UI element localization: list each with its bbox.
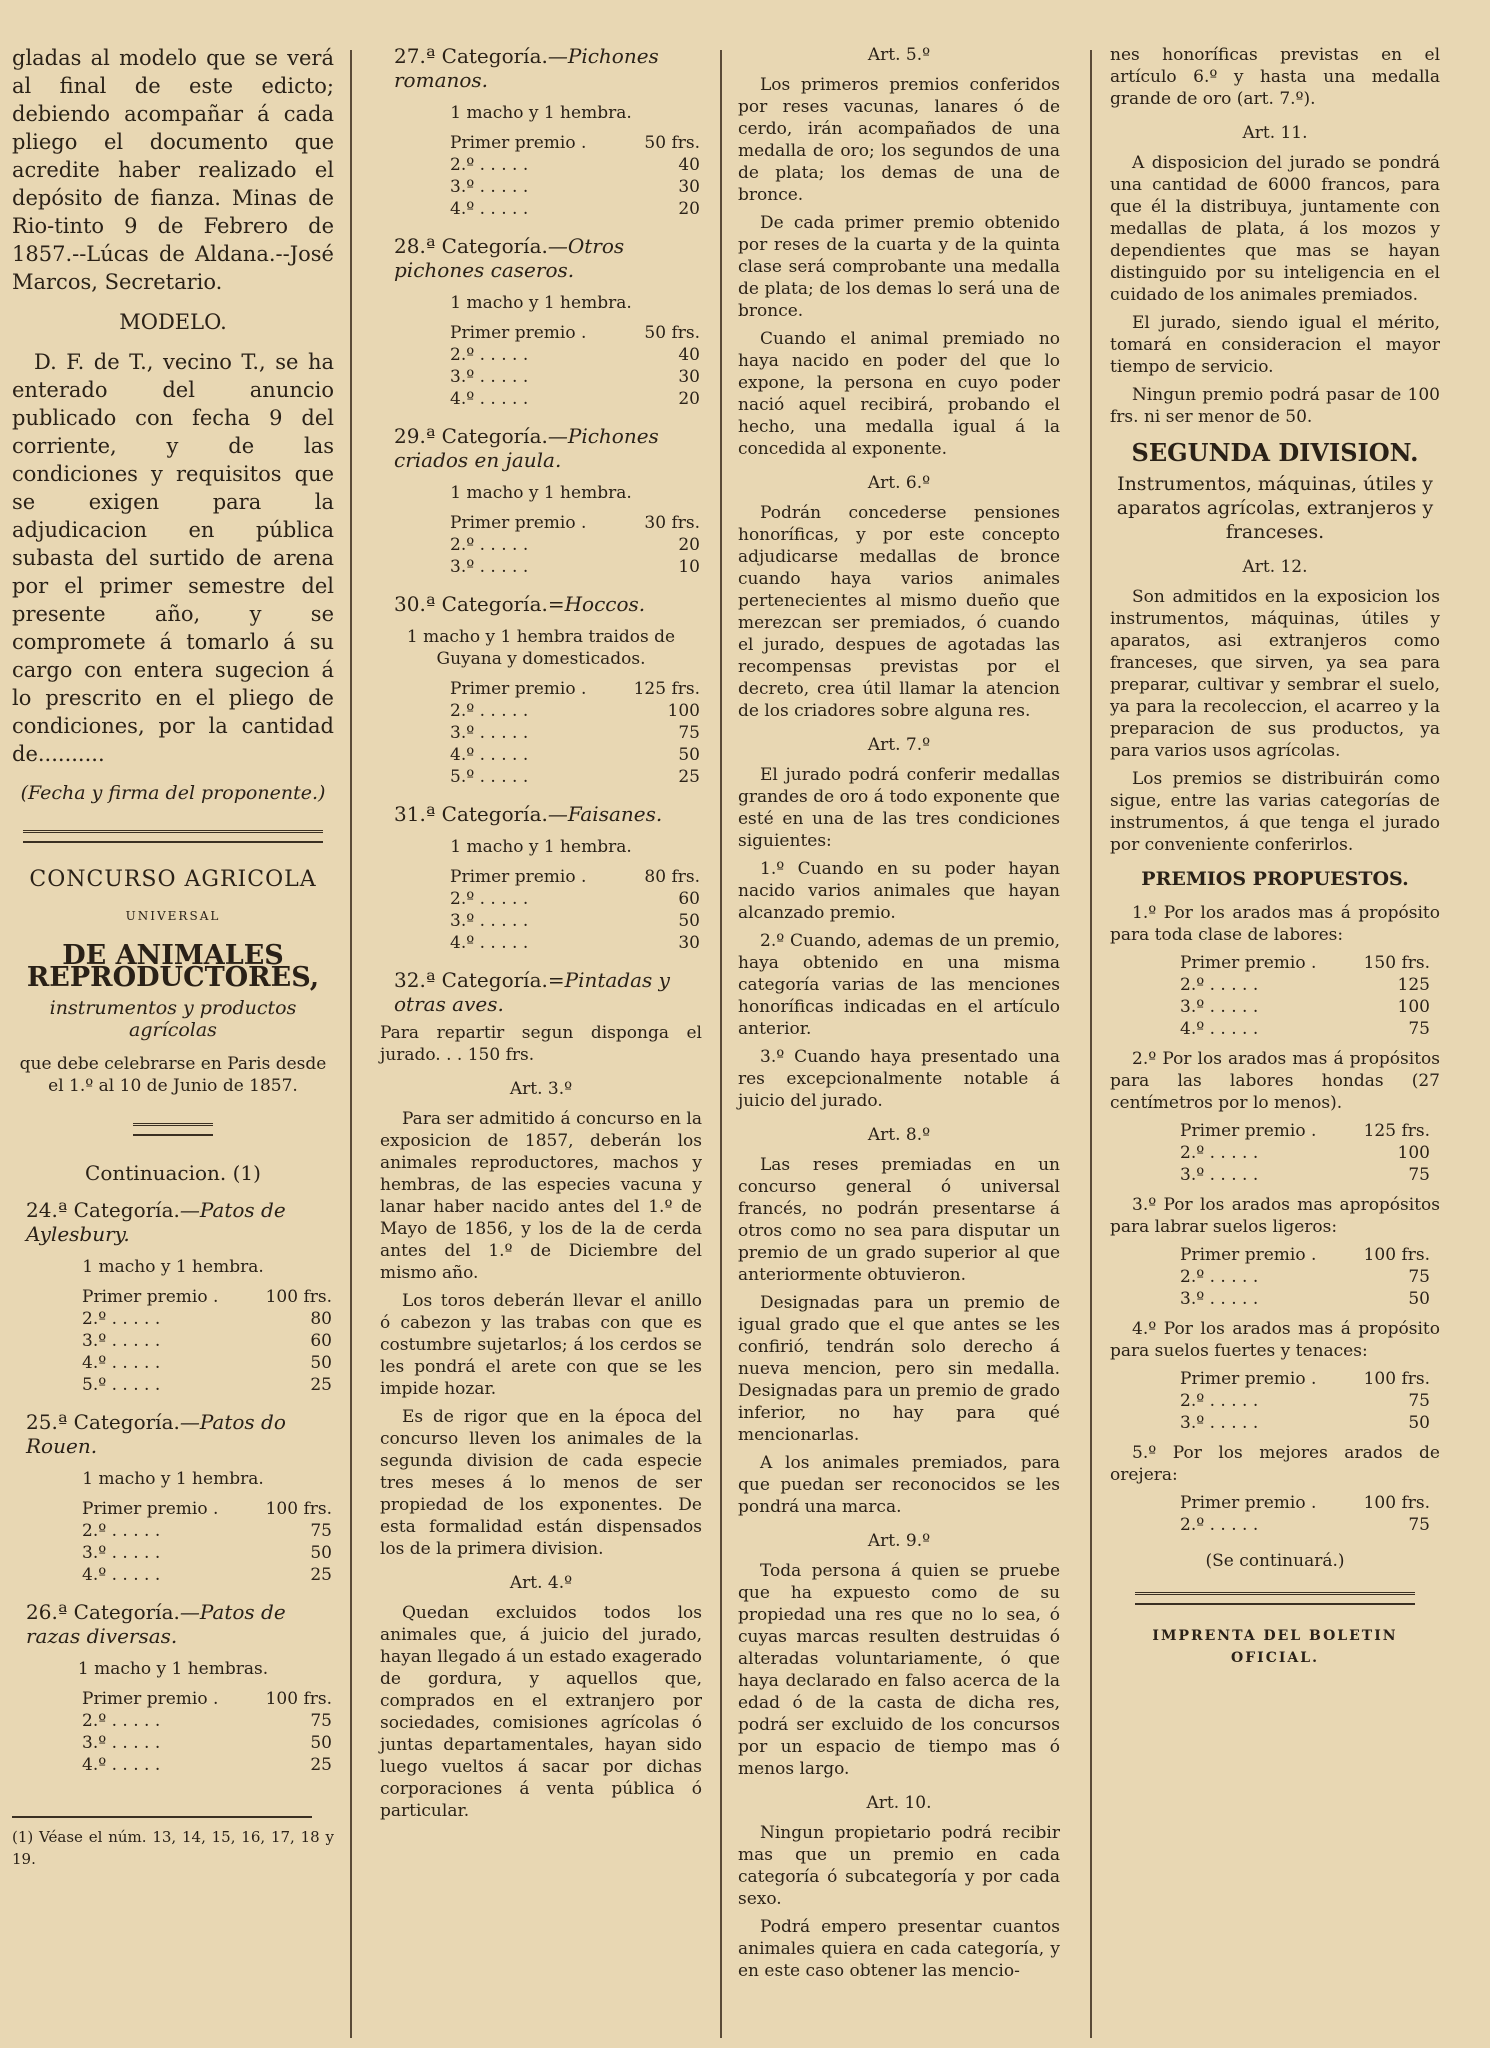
prize-row: 4.º . . . . . 50 <box>82 1353 332 1373</box>
article-title: Art. 9.º <box>867 1531 931 1551</box>
article-paragraph: El jurado podrá conferir medallas grandes de oro á todo exponente que esté en una de las tres condiciones siguientes: <box>738 765 1060 851</box>
segunda-division-title: SEGUNDA DIVISION. <box>1131 438 1419 467</box>
prize-row: 3.º . . . . . 75 <box>1180 1165 1430 1185</box>
continuara-label: (Se continuará.) <box>1205 1551 1345 1571</box>
article-title: Art. 7.º <box>867 735 931 755</box>
prize-row: 2.º . . . . . 125 <box>1180 975 1430 995</box>
column-rule <box>1090 50 1092 2038</box>
article-title: Art. 6.º <box>867 473 931 493</box>
prize-list <box>1180 1492 1440 1536</box>
article-paragraph: Es de rigor que en la época del concurso lleven los animales de la segunda division de cada especie tres meses á lo menos de ser propiedad de los exponentes. De esta formalidad están dispensados los de la primera division. <box>380 1407 702 1559</box>
prize-row: 3.º . . . . . 10 <box>450 557 700 577</box>
prize-row: 3.º . . . . . 50 <box>82 1543 332 1563</box>
article-paragraph: 2.º Cuando, ademas de un premio, haya obtenido en una misma categoría varias de las menciones honoríficas indicadas en el artículo anterior. <box>738 931 1060 1039</box>
category-pair: 1 macho y 1 hembras. <box>77 1659 269 1679</box>
prize-list <box>450 132 702 220</box>
article-paragraph: Los premios se distribuirán como sigue, entre las varias categorías de instrumentos, á que tenga el jurado por conveniente conferirlos. <box>1110 769 1440 855</box>
category-block <box>380 968 702 1066</box>
prize-row: 2.º . . . . . 80 <box>82 1309 332 1329</box>
prize-row: 2.º . . . . . 100 <box>450 701 700 721</box>
column-rule <box>720 50 722 2038</box>
prize-list <box>1180 1120 1440 1186</box>
category-block <box>380 234 702 410</box>
premio-text: 3.º Por los arados mas apropósitos para labrar suelos ligeros: <box>1110 1195 1440 1237</box>
ornamental-divider <box>23 830 323 843</box>
prize-row: 2.º . . . . . 75 <box>82 1711 332 1731</box>
prize-row: 2.º . . . . . 20 <box>450 535 700 555</box>
intro-paragraph: gladas al modelo que se verá al final de este edicto; debiendo acompañar á cada pliego el documento que acredite haber realizado el depósito de fianza. Minas de Rio-tinto 9 de Febrero de 1857.--Lúcas de Aldana.--José Marcos, Secretario. <box>12 46 334 294</box>
prize-row: 2.º . . . . . 60 <box>450 889 700 909</box>
premio-item <box>1110 1442 1440 1536</box>
instrumentos-subtitle: instrumentos y productos agrícolas <box>49 997 297 1041</box>
article-paragraph: Son admitidos en la exposicion los instrumentos, máquinas, útiles y aparatos, asi extranjeros como franceses, que sirven, ya sea para preparar, cultivar y sembrar el suelo, ya para la recoleccion, el acarreo y la preparacion de sus productos, ya para varios usos agrícolas. <box>1110 587 1440 761</box>
article-paragraph: Ningun premio podrá pasar de 100 frs. ni ser menor de 50. <box>1110 385 1440 427</box>
prize-list <box>450 512 702 578</box>
modelo-text: D. F. de T., vecino T., se ha enterado del anuncio publicado con fecha 9 del corriente, y de las condiciones y requisitos que se exigen para la adjudicacion en pública subasta del surtido de arena por el primer semestre del presente año, y se compromete á tomarlo á su cargo con entera sugecion á lo prescrito en el pliego de condiciones, por la cantidad de.......... <box>12 350 334 766</box>
category-pair: Para repartir segun disponga el jurado. . . 150 frs. <box>380 1023 702 1065</box>
prize-row: 2.º . . . . . 75 <box>82 1521 332 1541</box>
prize-row: 2.º . . . . . 75 <box>1180 1515 1430 1535</box>
article-paragraph: Los toros deberán llevar el anillo ó cabezon y las trabas con que es costumbre sujetarlos; á los cerdos se les pondrá el arete con que se les impide hozar. <box>380 1291 702 1399</box>
article-paragraph: 1.º Cuando en su poder hayan nacido varios animales que hayan alcanzado premio. <box>738 859 1060 923</box>
modelo-title: MODELO. <box>119 310 227 334</box>
prize-row: Primer premio . 80 frs. <box>450 867 700 887</box>
premio-item <box>1110 902 1440 1040</box>
prize-row: 2.º . . . . . 100 <box>1180 1143 1430 1163</box>
category-heading: 27.ª Categoría.—Pichones romanos. <box>394 44 659 92</box>
article-paragraph: Las reses premiadas en un concurso general ó universal francés, no podrán presentarse á otros como no sea para disputar un premio de un grado superior al que anteriormente obtuvieron. <box>738 1155 1060 1285</box>
category-pair: 1 macho y 1 hembra. <box>450 293 632 313</box>
prize-row: 3.º . . . . . 100 <box>1180 997 1430 1017</box>
concurso-title: CONCURSO AGRICOLA <box>29 867 317 892</box>
prize-row: 2.º . . . . . 40 <box>450 155 700 175</box>
prize-row: 4.º . . . . . 20 <box>450 389 700 409</box>
category-pair: 1 macho y 1 hembra. <box>450 483 632 503</box>
prize-row: 4.º . . . . . 25 <box>82 1755 332 1775</box>
premio-text: 2.º Por los arados mas á propósitos para las labores hondas (27 centímetros por lo menos). <box>1110 1049 1440 1113</box>
prize-row: 3.º . . . . . 60 <box>82 1331 332 1351</box>
column-1 <box>12 44 334 2038</box>
category-heading: 24.ª Categoría.—Patos de Aylesbury. <box>26 1198 286 1246</box>
prize-row: Primer premio . 100 frs. <box>1180 1493 1430 1513</box>
article-title: Art. 12. <box>1242 557 1308 577</box>
fecha-firma: (Fecha y firma del proponente.) <box>20 782 326 804</box>
article-paragraph: El jurado, siendo igual el mérito, tomará en consideracion el mayor tiempo de servicio. <box>1110 313 1440 377</box>
article-title: Art. 8.º <box>867 1125 931 1145</box>
prize-row: 3.º . . . . . 75 <box>450 723 700 743</box>
category-block <box>380 424 702 578</box>
prize-row: 4.º . . . . . 25 <box>82 1565 332 1585</box>
article-paragraph: Los primeros premios conferidos por reses vacunas, lanares ó de cerdo, irán acompañados de una medalla de oro; los segundos de una de plata; los demas de una de bronce. <box>738 75 1060 205</box>
prize-row: 4.º . . . . . 75 <box>1180 1019 1430 1039</box>
ornamental-divider <box>1135 1592 1415 1605</box>
premio-item <box>1110 1048 1440 1186</box>
category-pair: 1 macho y 1 hembra. <box>450 103 632 123</box>
category-block <box>12 1600 334 1776</box>
universal-label: UNIVERSAL <box>125 909 221 923</box>
premio-item <box>1110 1194 1440 1310</box>
segunda-division-subtitle: Instrumentos, máquinas, útiles y aparatos agrícolas, extranjeros y franceses. <box>1116 473 1434 543</box>
column-2 <box>380 44 702 2038</box>
animales-title: DE ANIMALES REPRODUCTORES, <box>26 940 320 993</box>
prize-row: 3.º . . . . . 50 <box>450 911 700 931</box>
category-heading: 30.ª Categoría.=Hoccos. <box>394 592 646 616</box>
prize-row: 3.º . . . . . 50 <box>1180 1289 1430 1309</box>
prize-row: Primer premio . 50 frs. <box>450 133 700 153</box>
article-paragraph: Ningun propietario podrá recibir mas que un premio en cada categoría ó subcategoría y por cada sexo. <box>738 1823 1060 1909</box>
article-paragraph: Podrá empero presentar cuantos animales quiera en cada categoría, y en este caso obtener las mencio- <box>738 1917 1060 1981</box>
article-paragraph: De cada primer premio obtenido por reses de la cuarta y de la quinta clase será comprobante una medalla de plata; de los demas lo será una de bronce. <box>738 213 1060 321</box>
category-heading: 28.ª Categoría.—Otros pichones caseros. <box>394 234 625 282</box>
premio-item <box>1110 1318 1440 1434</box>
prize-row: Primer premio . 125 frs. <box>1180 1121 1430 1141</box>
article-paragraph: 3.º Cuando haya presentado una res excepcionalmente notable á juicio del jurado. <box>738 1047 1060 1111</box>
article-title: Art. 4.º <box>509 1573 573 1593</box>
article-paragraph: A los animales premiados, para que puedan ser reconocidos se les pondrá una marca. <box>738 1453 1060 1517</box>
category-block <box>12 1198 334 1396</box>
category-pair: 1 macho y 1 hembra. <box>82 1257 264 1277</box>
article-paragraph: nes honoríficas previstas en el artículo 6.º y hasta una medalla grande de oro (art. 7.º). <box>1110 45 1440 109</box>
category-block <box>380 802 702 954</box>
celebrarse-text: que debe celebrarse en Paris desde el 1.º al 10 de Junio de 1857. <box>19 1054 327 1096</box>
category-heading: 32.ª Categoría.=Pintadas y otras aves. <box>394 968 670 1016</box>
article-title: Art. 11. <box>1242 123 1308 143</box>
prize-list <box>450 322 702 410</box>
category-heading: 29.ª Categoría.—Pichones criados en jaula. <box>394 424 659 472</box>
prize-row: 3.º . . . . . 50 <box>82 1733 332 1753</box>
premio-text: 1.º Por los arados mas á propósito para toda clase de labores: <box>1110 903 1440 945</box>
prize-row: 3.º . . . . . 30 <box>450 177 700 197</box>
prize-row: Primer premio . 125 frs. <box>450 679 700 699</box>
category-block <box>380 44 702 220</box>
prize-row: Primer premio . 150 frs. <box>1180 953 1430 973</box>
prize-row: 5.º . . . . . 25 <box>82 1375 332 1395</box>
category-heading: 25.ª Categoría.—Patos do Rouen. <box>26 1410 286 1458</box>
prize-row: 3.º . . . . . 30 <box>450 367 700 387</box>
prize-list <box>1180 1368 1440 1434</box>
prize-row: 4.º . . . . . 30 <box>450 933 700 953</box>
prize-list <box>450 678 702 788</box>
category-pair: 1 macho y 1 hembra. <box>82 1469 264 1489</box>
prize-list <box>82 1688 334 1776</box>
article-paragraph: Podrán concederse pensiones honoríficas, y por este concepto adjudicarse medallas de bronce cuando haya varios animales pertenecientes al mismo dueño que merezcan ser premiados, ó cuando el jurado, despues de agotadas las recompensas previstas por el decreto, crea útil llamar la atencion de los criadores sobre alguna res. <box>738 503 1060 721</box>
article-paragraph: Para ser admitido á concurso en la exposicion de 1857, deberán los animales reproductores, machos y hembras, de las especies vacuna y lanar haber nacido antes del 1.º de Mayo de 1856, y los de la de cerda antes del 1.º de Diciembre del mismo año. <box>380 1109 702 1283</box>
prize-row: 2.º . . . . . 75 <box>1180 1391 1430 1411</box>
prize-row: Primer premio . 100 frs. <box>82 1689 332 1709</box>
prize-list <box>450 866 702 954</box>
prize-list <box>1180 952 1440 1040</box>
article-title: Art. 5.º <box>867 45 931 65</box>
article-title: Art. 10. <box>866 1793 932 1813</box>
prize-row: Primer premio . 100 frs. <box>1180 1245 1430 1265</box>
prize-row: 3.º . . . . . 50 <box>1180 1413 1430 1433</box>
prize-row: 2.º . . . . . 75 <box>1180 1267 1430 1287</box>
category-block <box>380 592 702 788</box>
prize-row: Primer premio . 50 frs. <box>450 323 700 343</box>
premio-text: 4.º Por los arados mas á propósito para suelos fuertes y tenaces: <box>1110 1319 1440 1361</box>
column-4 <box>1110 44 1440 2038</box>
article-paragraph: Quedan excluidos todos los animales que, á juicio del jurado, hayan llegado á un estado exagerado de gordura, y aquellos que, comprados en el extranjero por sociedades, comisiones agrícolas ó juntas departamentales, hayan sido luego vueltos á sacar por dichas corporaciones á venta pública ó particular. <box>380 1603 702 1821</box>
prize-row: 4.º . . . . . 50 <box>450 745 700 765</box>
footnote: (1) Véase el núm. 13, 14, 15, 16, 17, 18 y 19. <box>12 1828 334 1868</box>
prize-list <box>82 1286 334 1396</box>
prize-row: 4.º . . . . . 20 <box>450 199 700 219</box>
premios-title: PREMIOS PROPUESTOS. <box>1141 868 1409 890</box>
prize-row: Primer premio . 100 frs. <box>82 1499 332 1519</box>
continuacion-label: Continuacion. (1) <box>85 1161 261 1185</box>
prize-row: Primer premio . 30 frs. <box>450 513 700 533</box>
prize-row: 2.º . . . . . 40 <box>450 345 700 365</box>
category-heading: 31.ª Categoría.—Faisanes. <box>394 802 663 826</box>
category-heading: 26.ª Categoría.—Patos de razas diversas. <box>26 1600 286 1648</box>
article-paragraph: Cuando el animal premiado no haya nacido en poder del que lo expone, la persona en cuyo poder nació aquel recibirá, probando el hecho, una medalla igual á la concedida al exponente. <box>738 329 1060 459</box>
column-3 <box>738 44 1060 2038</box>
prize-list <box>82 1498 334 1586</box>
article-paragraph: A disposicion del jurado se pondrá una cantidad de 6000 francos, para que él la distribuya, juntamente con medallas de plata, á los mozos y dependientes que mas se hayan distinguido por su inteligencia en el cuidado de los animales premiados. <box>1110 153 1440 305</box>
article-title: Art. 3.º <box>509 1079 573 1099</box>
category-pair: 1 macho y 1 hembra. <box>450 837 632 857</box>
prize-row: Primer premio . 100 frs. <box>82 1287 332 1307</box>
category-block <box>12 1410 334 1586</box>
imprenta-label: IMPRENTA DEL BOLETIN OFICIAL. <box>1152 1628 1398 1666</box>
prize-row: Primer premio . 100 frs. <box>1180 1369 1430 1389</box>
article-paragraph: Designadas para un premio de igual grado que el que antes se les confirió, tendrán solo derecho á nueva mencion, pero sin medalla. Designadas para un premio de grado inferior, no hay para qué mencionarlas. <box>738 1293 1060 1445</box>
article-paragraph: Toda persona á quien se pruebe que ha expuesto como de su propiedad una res que no lo sea, ó cuyas marcas resulten destruidas ó alteradas voluntariamente, ó que haya declarado en falso acerca de la edad ó de la casta de dicha res, podrá ser excluido de los concursos por un espacio de tiempo mas ó menos largo. <box>738 1561 1060 1779</box>
prize-list <box>1180 1244 1440 1310</box>
short-divider <box>133 1123 213 1136</box>
category-pair: 1 macho y 1 hembra traidos de Guyana y domesticados. <box>406 627 676 669</box>
prize-row: 5.º . . . . . 25 <box>450 767 700 787</box>
column-rule <box>350 50 352 2038</box>
footnote-rule <box>12 1816 312 1818</box>
premio-text: 5.º Por los mejores arados de orejera: <box>1110 1443 1440 1485</box>
